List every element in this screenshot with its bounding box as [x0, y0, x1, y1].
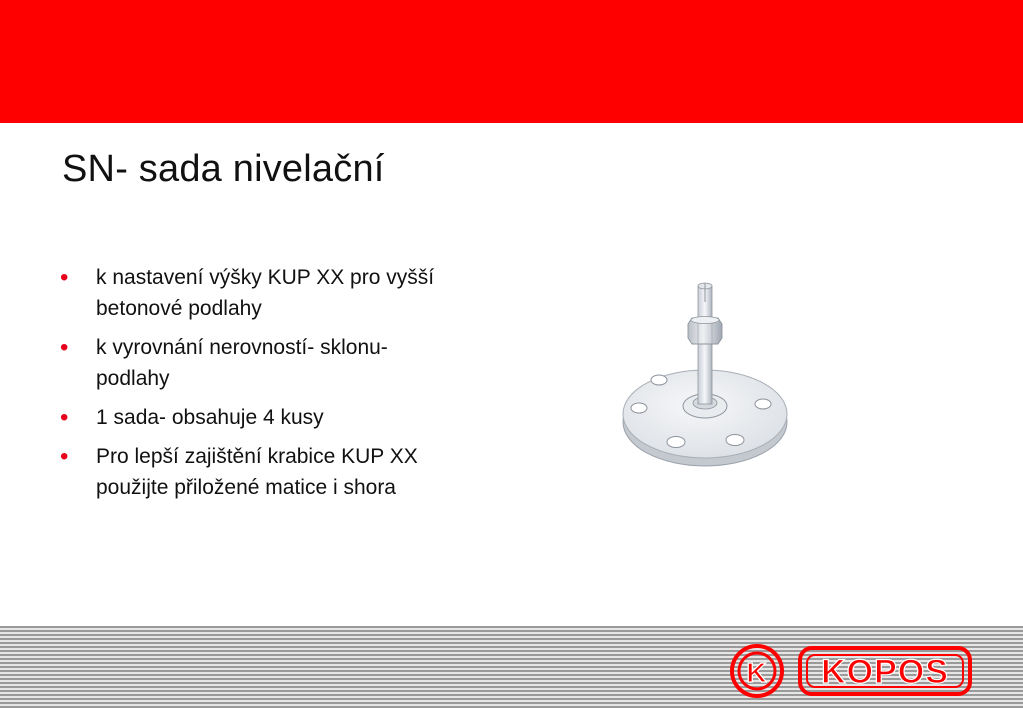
kopos-emblem-icon [732, 646, 782, 696]
bullet-item [60, 441, 440, 503]
bullet-dot-icon: • [60, 264, 69, 291]
logo-wordmark: KOPOS [821, 653, 949, 691]
bullet-item [60, 402, 440, 433]
bullet-text: k vyrovnání nerovností- sklonu-podlahy [96, 336, 388, 390]
emblem-letter: K [746, 657, 768, 688]
bullet-text: k nastavení výšky KUP XX pro vyšší betonové podlahy [96, 266, 435, 320]
header-red-band [0, 0, 1023, 123]
bullet-dot-icon: • [60, 443, 69, 470]
slide-title: SN- sada nivelační [62, 148, 385, 190]
bullet-dot-icon: • [60, 404, 69, 431]
bullet-item [60, 262, 440, 324]
leveling-foot-icon [618, 276, 792, 476]
bullet-dot-icon: • [60, 334, 69, 361]
kopos-logo [728, 642, 978, 700]
bullet-text: Pro lepší zajištění krabice KUP XX použijte přiložené matice i shora [96, 445, 418, 499]
bullet-text: 1 sada- obsahuje 4 kusy [96, 406, 324, 429]
bullet-item [60, 332, 440, 394]
bullet-list [60, 262, 440, 511]
